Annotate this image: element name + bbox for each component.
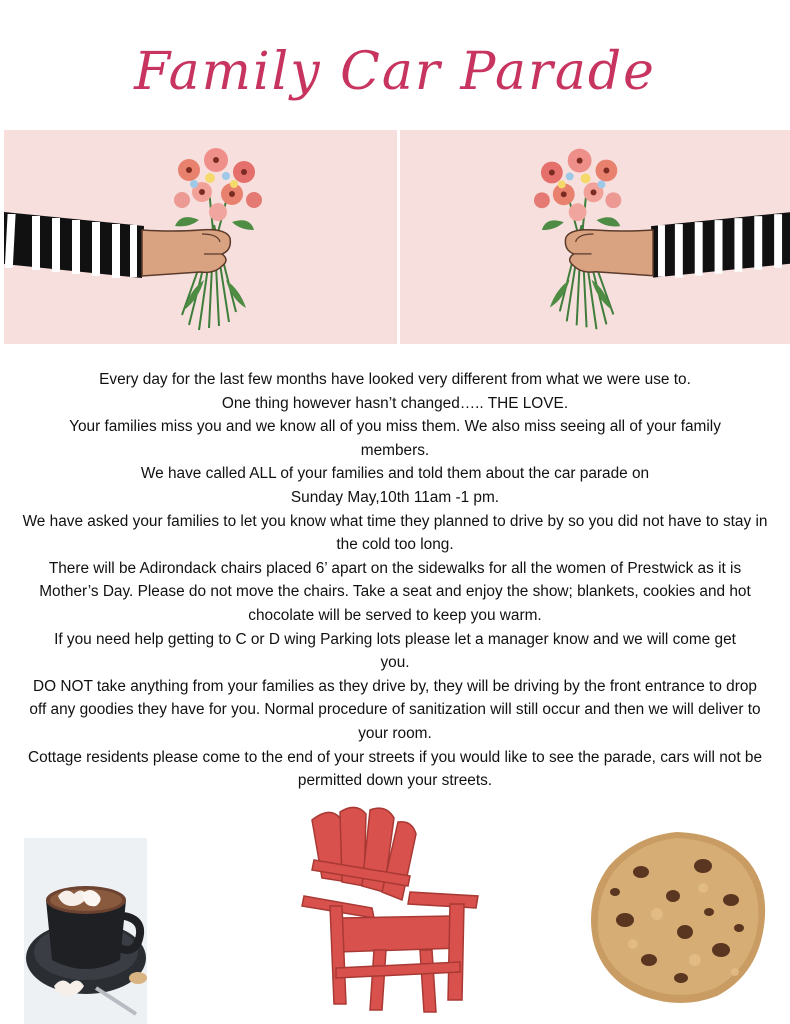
page-title: Family Car Parade: [134, 42, 656, 102]
hand-holding-flowers-icon: [400, 130, 790, 344]
banner-right: [400, 130, 790, 344]
body-line: Sunday May,10th 11am -1 pm.: [290, 488, 500, 506]
body-line: We have asked your families to let you know what time they planned to drive by so you did not have to stay in the cold too long.: [22, 512, 768, 554]
hand-holding-flowers-icon: [4, 130, 397, 344]
body-line: DO NOT take anything from your families as they drive by, they will be driving by the front entrance to drop off any goodies they have for you. Normal procedure of sanitization will still occur and then we will deliver to your room.: [29, 677, 761, 742]
body-line: If you need help getting to C or D wing Parking lots please let a manager know and we will come get you.: [54, 630, 736, 672]
hot-chocolate-icon: [24, 838, 147, 1024]
body-line: We have called ALL of your families and told them about the car parade on: [140, 465, 650, 483]
body-line: Every day for the last few months have looked very different from what we were use to.: [99, 371, 691, 388]
body-line: Your families miss you and we know all of you miss them. We also miss seeing all of your family members.: [69, 418, 721, 459]
cookie-icon: [585, 828, 769, 1008]
body-line: One thing however hasn’t changed….. THE LOVE.: [221, 394, 569, 412]
body-line: Cottage residents please come to the end of your streets if you would like to see the parade, cars will not be permitted down your streets.: [27, 748, 763, 790]
banner-left: [4, 130, 397, 344]
announcement-body: [10, 368, 780, 793]
body-line: There will be Adirondack chairs placed 6’ apart on the sidewalks for all the women of Prestwick as it is Mother’s Day. Please do not move the chairs. Take a seat and enjoy the show; blankets, cookies and hot chocolate will be served to keep you warm.: [39, 559, 751, 624]
adirondack-chair-icon: [300, 800, 490, 1024]
